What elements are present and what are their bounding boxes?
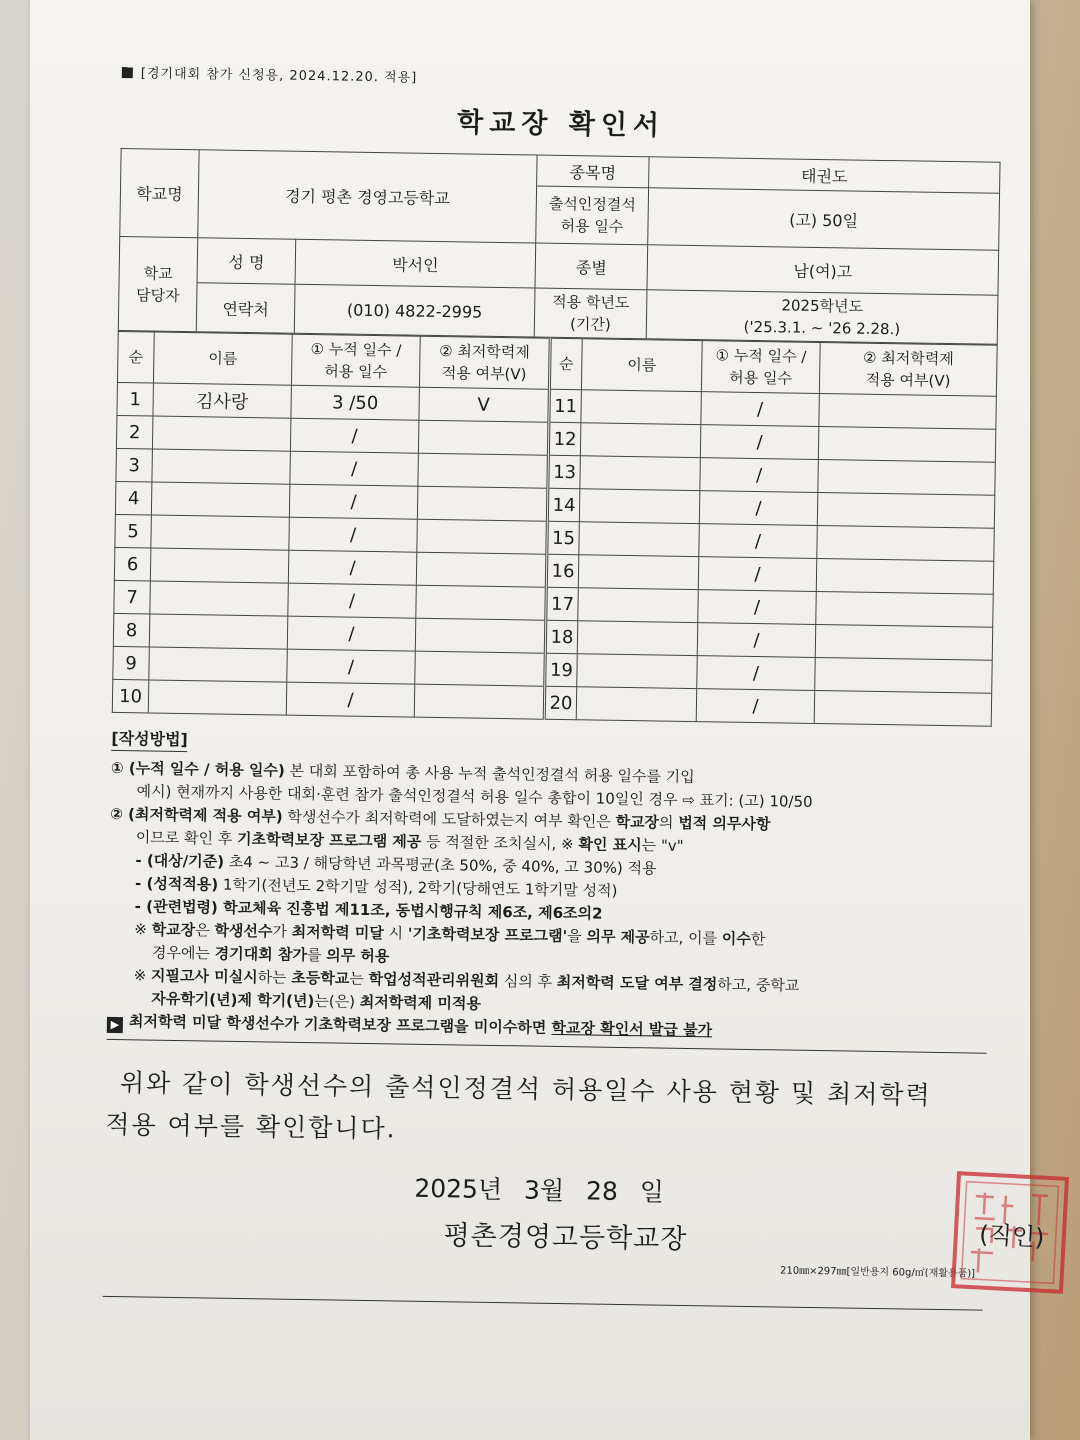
col-no: 순	[117, 331, 154, 383]
row-number: 11	[549, 389, 582, 422]
allowed-days-label-2: 허용 일수	[560, 216, 624, 236]
arrow-right-icon: ▶	[107, 1017, 123, 1033]
note-1-h: '기초학력보장 프로그램'	[407, 924, 568, 946]
row-number: 2	[116, 415, 153, 449]
row-number: 13	[548, 455, 581, 488]
col-name: 이름	[153, 332, 292, 385]
bullet-grade-bold: - (성적적용)	[134, 874, 219, 894]
row-number: 12	[548, 422, 581, 455]
instr-2-line2-d: 확인 표시	[578, 835, 642, 855]
final-b: 학생선수	[226, 1013, 285, 1033]
row-name	[151, 515, 290, 550]
event-label: 종목명	[537, 155, 649, 188]
bullet-target-bold: - (대상/기준)	[135, 851, 225, 871]
note-2-b: 지필고사 미실시	[150, 966, 258, 987]
note-1-2c: 를	[306, 946, 327, 965]
row-name	[580, 456, 701, 491]
instr-2-bold-3: 법적 의무사항	[678, 813, 771, 834]
instr-1-example: 예시) 현재까지 사용한 대회·훈련 참가 출석인정결석 허용 일수 총합이 10일인 경우 ⇨ 표기: (고) 10/50	[136, 782, 813, 811]
row-name	[152, 416, 291, 451]
row-name	[578, 555, 699, 590]
note-2-d: 초등학교	[291, 968, 350, 988]
bullet-target-text: 초4 ~ 고3 / 해당학년 과목평균(초 50%, 중 40%, 고 30%) 적용	[223, 852, 657, 878]
row-number: 9	[113, 646, 150, 680]
header-note-text: [경기대회 참가 신청용, 2024.12.20. 적용]	[140, 66, 418, 86]
col-days-2: 허용 일수	[324, 362, 388, 382]
note-2-c: 하는	[257, 968, 292, 987]
col-days	[291, 334, 420, 387]
note-1-m: 한	[750, 929, 766, 949]
row-days: /	[700, 425, 819, 460]
row-number: 10	[112, 679, 149, 713]
row-check	[816, 558, 993, 594]
row-days: /	[699, 491, 818, 526]
row-days: /	[696, 689, 815, 724]
row-days: /	[700, 458, 819, 493]
bullet-grade-text: 1학기(전년도 2학기말 성적), 2학기(당해연도 1학기말 성적)	[218, 875, 618, 900]
row-number: 19	[545, 653, 578, 686]
note-2-2a: 자유학기(년)제 학기(년)	[151, 989, 315, 1011]
row-number: 3	[116, 448, 153, 482]
col-min-2: 적용 여부(V)	[441, 364, 527, 384]
row-number: 6	[114, 547, 151, 581]
row-name	[577, 654, 698, 689]
row-days: /	[699, 524, 818, 559]
name-value: 박서인	[295, 239, 536, 288]
row-days: /	[290, 418, 419, 453]
note-1-2d: 의무 허용	[326, 946, 390, 966]
row-check	[814, 690, 991, 726]
confirmation-line-2: 적용 여부를 확인합니다.	[105, 1109, 397, 1144]
year-value	[646, 290, 998, 345]
instr-2-line2-e: 는 "v"	[641, 836, 684, 855]
row-check	[818, 426, 995, 462]
row-check	[818, 459, 995, 495]
row-check	[415, 651, 546, 686]
row-number: 1	[117, 382, 154, 416]
final-e: 을	[453, 1017, 474, 1036]
principal-name: 평촌경영고등학교장	[443, 1220, 688, 1256]
row-days: /	[701, 392, 820, 427]
note-2-i: 하고, 중학교	[717, 975, 800, 995]
note-2-e: 는	[349, 969, 369, 988]
row-number: 20	[544, 686, 577, 719]
allowed-days-value: (고) 50일	[648, 188, 1000, 251]
col-min	[419, 336, 550, 389]
gender-label: 종별	[535, 243, 648, 290]
confirmation-text	[105, 1062, 986, 1160]
row-number: 7	[114, 580, 151, 614]
roster-table	[112, 331, 998, 727]
note-1-2b: 경기대회 참가	[214, 944, 308, 965]
final-g: 하면	[517, 1018, 552, 1037]
col-min-1: ② 최저학력제	[439, 342, 530, 362]
col-min-right-2: 적용 여부(V)	[865, 370, 951, 391]
row-name	[149, 647, 288, 682]
final-d: 기초학력보장 프로그램	[303, 1014, 455, 1036]
row-number: 8	[113, 613, 150, 647]
final-c: 가	[284, 1014, 305, 1033]
row-number: 14	[547, 488, 580, 521]
instr-2-line2-b: 기초학력보장 프로그램 제공	[236, 829, 422, 851]
row-name	[581, 390, 702, 425]
bullet-law: - (관련법령) 학교체육 진흥법 제11조, 동법시행규칙 제6조, 제6조의2	[134, 897, 603, 923]
row-check	[417, 519, 548, 554]
instr-2-bold-2: 학교장	[615, 812, 660, 832]
row-number: 15	[547, 521, 580, 554]
note-1-i: 을	[567, 927, 587, 946]
row-name	[150, 548, 289, 583]
square-bullet-icon	[122, 67, 133, 78]
row-days: 3 /50	[291, 385, 420, 420]
note-1-2a: 경우에는	[151, 943, 215, 963]
instr-2-line2-a: 이므로 확인 후	[135, 828, 238, 848]
note-2-g: 심의 후	[498, 972, 557, 991]
seal-label: (직인)	[978, 1220, 1046, 1252]
note-1-c: 은	[195, 921, 215, 940]
row-check	[414, 684, 545, 719]
instructions-title: [작성방법]	[111, 727, 188, 752]
row-name	[152, 449, 291, 484]
row-days: /	[289, 517, 418, 552]
manager-label-2: 담당자	[135, 285, 180, 305]
row-check	[416, 552, 547, 587]
year-value-2: ('25.3.1. ~ '26 2.28.)	[743, 317, 901, 339]
row-days: /	[288, 583, 417, 618]
row-check	[415, 618, 546, 653]
paper-spec: 210㎜×297㎜[일반용지 60g/㎡(재활용품)]	[779, 1265, 976, 1280]
row-check	[816, 591, 993, 627]
info-table	[118, 148, 1001, 345]
row-number: 16	[546, 554, 579, 587]
row-name	[579, 489, 700, 524]
year-label-1: 적용 학년도	[552, 292, 630, 312]
row-name	[578, 588, 699, 623]
document-content	[103, 62, 1002, 1311]
note-2-h: 최저학력 도달 여부 결정	[556, 972, 718, 994]
school-label: 학교명	[120, 148, 199, 237]
note-2-f: 학업성적관리위원회	[368, 969, 500, 991]
header-note	[122, 62, 1002, 95]
row-days: /	[698, 557, 817, 592]
col-days-1: ① 누적 일수 /	[310, 339, 402, 360]
col-days-right-1: ① 누적 일수 /	[715, 346, 807, 366]
note-1-e: 가	[272, 922, 292, 941]
row-check	[819, 393, 996, 429]
confirmation-line-1: 위와 같이 학생선수의 출석인정결석 허용일수 사용 현황 및 최저학력	[119, 1068, 932, 1110]
row-check: V	[419, 387, 550, 422]
row-number: 17	[546, 587, 579, 620]
row-number: 4	[115, 481, 152, 515]
row-check	[815, 624, 992, 660]
row-check	[418, 420, 549, 455]
bottom-rule	[103, 1296, 983, 1311]
col-min-right-1: ② 최저학력제	[862, 348, 954, 369]
row-name	[579, 522, 700, 557]
row-days: /	[288, 550, 417, 585]
row-days: /	[698, 590, 817, 625]
note-1-k: 하고, 이를	[649, 928, 723, 948]
col-no-right: 순	[549, 338, 582, 389]
manager-label	[118, 236, 197, 331]
note-1-f: 최저학력 미달	[291, 922, 384, 943]
final-a: 최저학력 미달	[128, 1012, 227, 1032]
row-check	[815, 657, 992, 693]
row-number: 5	[115, 514, 152, 548]
year-value-1: 2025학년도	[781, 296, 864, 316]
manager-label-1: 학교	[143, 263, 173, 283]
instr-1-bold: ① (누적 일수 / 허용 일수)	[110, 758, 285, 780]
note-2-mark: ※	[133, 966, 152, 985]
allowed-days-label-1: 출석인정결석	[548, 194, 636, 215]
row-name	[577, 621, 698, 656]
row-check	[418, 453, 549, 488]
row-name	[580, 423, 701, 458]
note-1-j: 의무 제공	[586, 927, 650, 947]
row-name	[149, 614, 288, 649]
col-name-right: 이름	[581, 339, 702, 392]
col-min-right	[819, 343, 997, 397]
instr-2-line2-c: 등 적절한 조치실시, ※	[421, 832, 579, 854]
instr-2-text-2: 의	[658, 813, 679, 832]
row-check	[817, 525, 994, 561]
school-value: 경기 평촌 경영고등학교	[198, 150, 537, 243]
row-days: /	[287, 649, 416, 684]
note-1-b: 학교장	[151, 920, 196, 940]
official-seal-stamp	[947, 1167, 1073, 1298]
allowed-days-label	[536, 186, 649, 245]
row-name	[148, 680, 287, 715]
gender-value: 남(여)고	[647, 245, 999, 296]
confirmation-date: 2025년 3월 28 일	[414, 1173, 665, 1207]
year-label	[534, 288, 647, 339]
note-2-2c: 최저학력제 미적용	[359, 992, 482, 1013]
event-value: 태권도	[649, 157, 1000, 194]
row-name	[150, 581, 289, 616]
row-check	[817, 492, 994, 528]
row-days: /	[290, 451, 419, 486]
row-days: /	[697, 623, 816, 658]
col-days-right-2: 허용 일수	[729, 368, 793, 388]
row-days: /	[289, 484, 418, 519]
row-number: 18	[545, 620, 578, 653]
document-sheet	[30, 0, 1046, 1440]
final-f: 미이수	[473, 1017, 518, 1037]
row-check	[417, 486, 548, 521]
note-2-2b: 는(은)	[314, 992, 360, 1011]
instr-2-text: 학생선수가 최저학력에 도달하였는지 여부 확인은	[282, 807, 616, 831]
row-name	[576, 687, 697, 722]
contact-label: 연락처	[196, 283, 295, 334]
row-days: /	[697, 656, 816, 691]
name-label: 성 명	[197, 238, 296, 285]
instructions	[107, 727, 992, 1054]
final-h: 학교장 확인서 발급 불가	[551, 1018, 713, 1040]
row-check	[416, 585, 547, 620]
row-days: /	[287, 616, 416, 651]
year-label-2: (기간)	[569, 315, 611, 334]
row-name	[151, 482, 290, 517]
instr-1-text: 본 대회 포함하여 총 사용 누적 출석인정결석 허용 일수를 기입	[284, 761, 695, 787]
col-days-right	[701, 341, 820, 394]
contact-value: (010) 4822-2995	[294, 284, 535, 337]
note-1-d: 학생선수	[214, 921, 273, 941]
row-days: /	[286, 682, 415, 717]
note-1-l: 이수	[721, 929, 751, 948]
document-title: 학교장 확인서	[456, 107, 666, 142]
note-1-mark: ※	[134, 920, 152, 939]
row-name: 김사랑	[153, 383, 292, 418]
instr-2-bold: ② (최저학력제 적용 여부)	[110, 804, 283, 826]
note-1-g: 시	[383, 924, 409, 943]
